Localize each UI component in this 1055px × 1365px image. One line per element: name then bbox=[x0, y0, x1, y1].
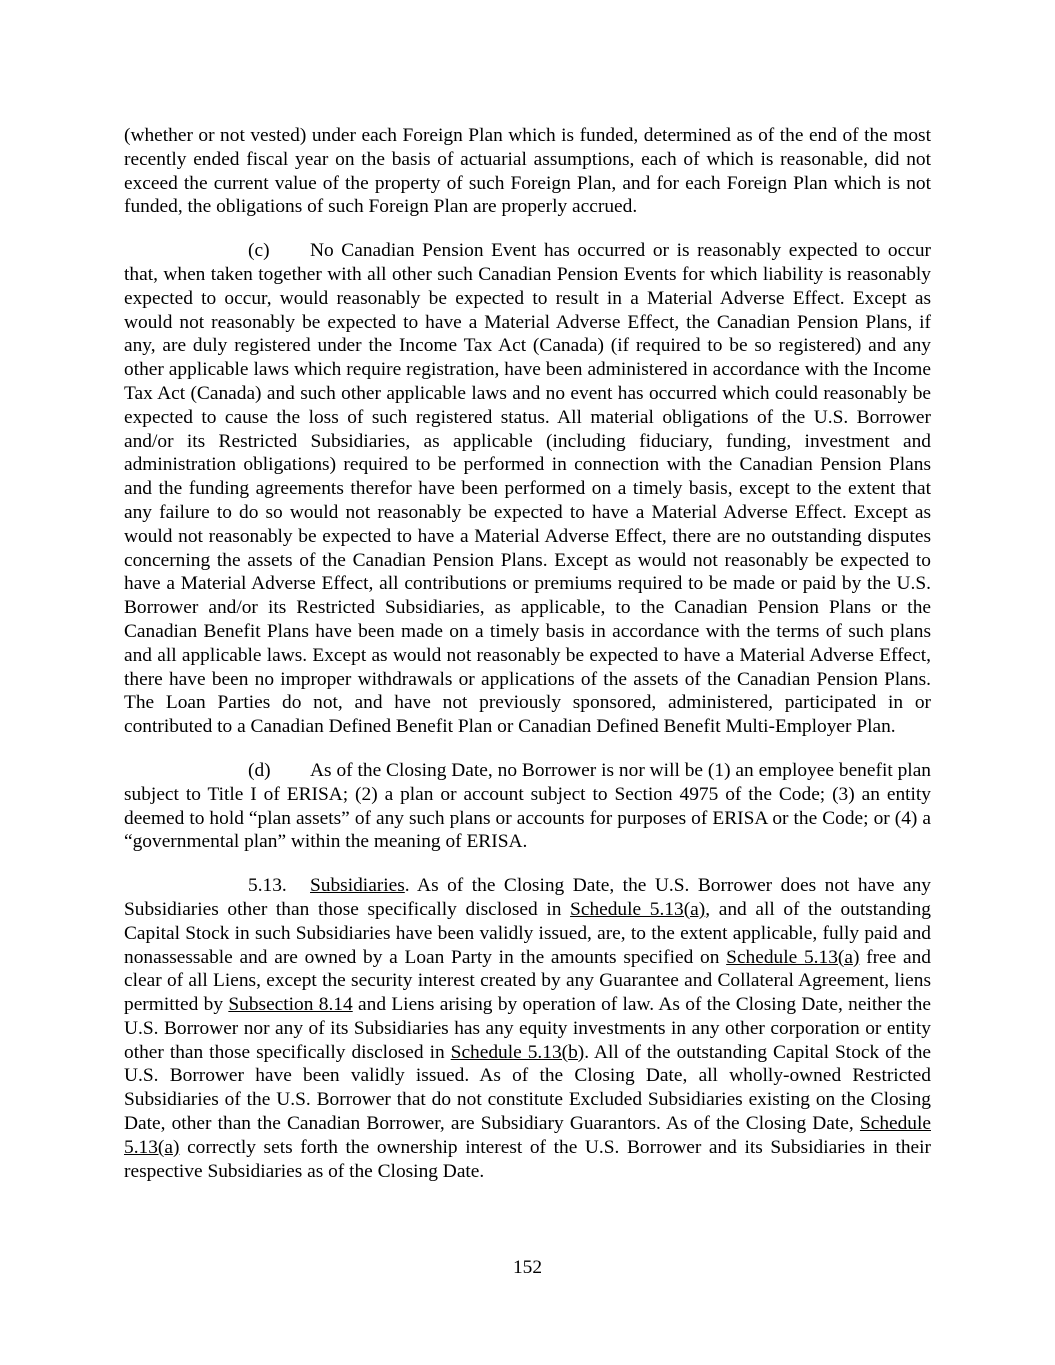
schedule-reference: Schedule 5.13(b) bbox=[450, 1041, 585, 1063]
paragraph-b-continuation: (whether or not vested) under each Foreign Plan which is funded, determined as of the end of the most recently ended fiscal year on the basis of actuarial assumptions, each of which is reasonable, did not exceed the current value of the property of such Foreign Plan, and for each Foreign Plan which is not funded, the obligations of such Foreign Plan are properly accrued. bbox=[124, 125, 931, 218]
paragraph-c-enum: (c) bbox=[248, 240, 270, 262]
schedule-reference: Schedule 5.13(a) bbox=[570, 898, 706, 920]
section-text: and Liens arising by operation of law. As of the Closing Date, neither the U.S. Borrower nor any of its Subsidiaries has any equity investments in any other corporation or entity other than those specifically disclosed in bbox=[124, 994, 931, 1063]
section-number: 5.13. bbox=[248, 875, 287, 897]
paragraph-d-enum: (d) bbox=[248, 759, 271, 781]
paragraph-d bbox=[124, 759, 931, 854]
paragraph-d-text: As of the Closing Date, no Borrower is nor will be (1) an employee benefit plan subject to Title I of ERISA; (2) a plan or account subject to Section 4975 of the Code; (3) an entity deemed to hold “plan assets” of any such plans or accounts for purposes of ERISA or the Code; or (4) a “governmental plan” within the meaning of ERISA. bbox=[124, 759, 931, 853]
page-number: 152 bbox=[512, 1257, 543, 1278]
schedule-reference: Schedule 5.13(a) bbox=[726, 946, 860, 968]
section-text: free and clear of all Liens, except the security interest created by any Guarantee and Collateral Agreement, liens permitted by bbox=[124, 946, 931, 1016]
section-text: . All of the outstanding Capital Stock of the U.S. Borrower have been validly issued. As of the Closing Date, all wholly-owned Restricted Subsidiaries of the U.S. Borrower that do not constitute Excluded Subsidiaries existing on the Closing Date, other than the Canadian Borrower, are Subsidiary Guarantors. As of the Closing Date, bbox=[124, 1041, 931, 1135]
document-page bbox=[124, 124, 931, 1183]
section-text: . As of the Closing Date, the U.S. Borrower does not have any Subsidiaries other than those specifically disclosed in bbox=[124, 875, 931, 920]
section-text: correctly sets forth the ownership interest of the U.S. Borrower and its Subsidiaries in their respective Subsidiaries as of the Closing Date. bbox=[124, 1136, 931, 1182]
schedule-reference: Schedule 5.13(a) bbox=[124, 1113, 931, 1158]
section-5-13 bbox=[124, 874, 931, 1183]
subsection-reference: Subsection 8.14 bbox=[228, 994, 353, 1016]
paragraph-c bbox=[124, 239, 931, 739]
paragraph-c-text: No Canadian Pension Event has occurred or is reasonably expected to occur that, when taken together with all other such Canadian Pension Events for which liability is reasonably expected to occur, would reasonably be expected to result in a Material Adverse Effect. Except as would not reasonably be expected to have a Material Adverse Effect, the Canadian Pension Plans, if any, are duly registered under the Income Tax Act (Canada) (if required to be so registered) and any other applicable laws which require registration, have been administered in accordance with the Income Tax Act (Canada) and such other applicable laws and no event has occurred which could reasonably be expected to cause the loss of such registered status. All material obligations of the U.S. Borrower and/or its Restricted Subsidiaries, as applicable (including fiduciary, funding, investment and administration obligations) required to be performed in connection with the Canadian Pension Plans and the funding agreements therefor have been performed on a timely basis, except to the extent that any failure to do so would not reasonably be expected to have a Material Adverse Effect. Except as would not reasonably be expected to have a Material Adverse Effect, there are no outstanding disputes concerning the assets of the Canadian Pension Plans. Except as would not reasonably be expected to have a Material Adverse Effect, all contributions or premiums required to be made or paid by the U.S. Borrower and/or its Restricted Subsidiaries, as applicable, to the Canadian Pension Plans or the Canadian Benefit Plans have been made on a timely basis in accordance with the terms of such plans and all applicable laws. Except as would not reasonably be expected to have a Material Adverse Effect, there have been no improper withdrawals or applications of the assets of the Canadian Pension Plans. The Loan Parties do not, and have not previously sponsored, administered, participated in or contributed to a Canadian Defined Benefit Plan or Canadian Defined Benefit Multi-Employer Plan. bbox=[124, 240, 931, 738]
section-heading: Subsidiaries bbox=[310, 875, 405, 897]
section-text: , and all of the outstanding Capital Stock in such Subsidiaries have been validly issued, are, to the extent applicable, fully paid and nonassessable and are owned by a Loan Party in the amounts specified on bbox=[124, 898, 931, 968]
